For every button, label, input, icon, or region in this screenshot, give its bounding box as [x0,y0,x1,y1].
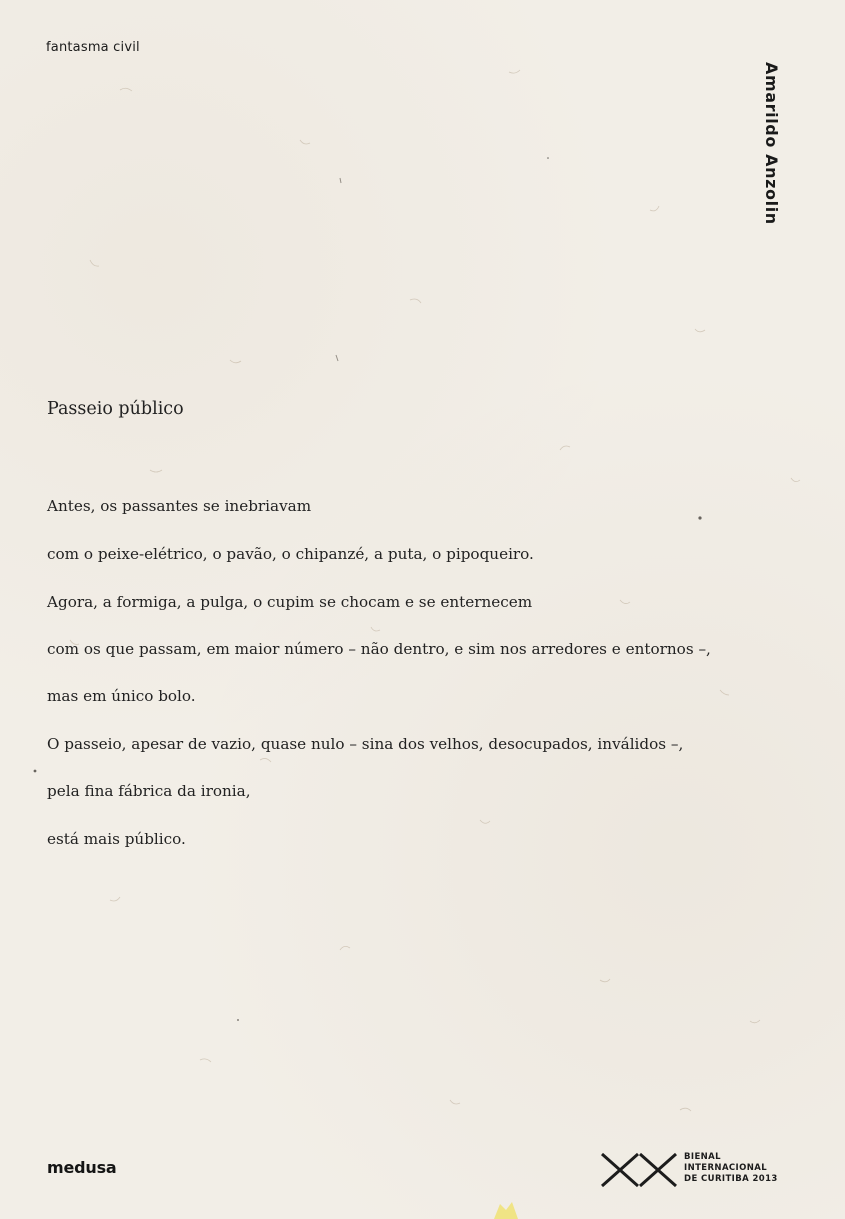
yellow-paper-speck [490,1198,520,1219]
poem-line: com os que passam, em maior número – não dentro, e sim nos arredores e entornos –, [47,640,711,658]
poem-line: pela fina fábrica da ironia, [47,782,251,800]
poem-line: está mais público. [47,830,186,848]
biennial-line-3: DE CURITIBA 2013 [684,1174,778,1184]
author-name: Amarildo Anzolin [762,62,781,225]
poem-line: Agora, a formiga, a pulga, o cupim se chocam e se enternecem [47,593,533,611]
publisher-logo: medusa [47,1158,117,1177]
biennial-wordmark [684,1152,778,1185]
poem-line: com o peixe-elétrico, o pavão, o chipanzé, a puta, o pipoqueiro. [47,545,534,563]
series-label: fantasma civil [46,40,140,55]
poem-line: Antes, os passantes se inebriavam [47,497,312,515]
biennial-line-2: INTERNACIONAL [684,1163,768,1173]
poem-line: mas em único bolo. [47,687,196,705]
biennial-xx-logo-icon [600,1152,678,1188]
poem-line: O passeio, apesar de vazio, quase nulo – sina dos velhos, desocupados, inválidos –, [47,735,684,753]
biennial-line-1: BIENAL [684,1152,721,1162]
poem-title: Passeio público [47,399,184,419]
